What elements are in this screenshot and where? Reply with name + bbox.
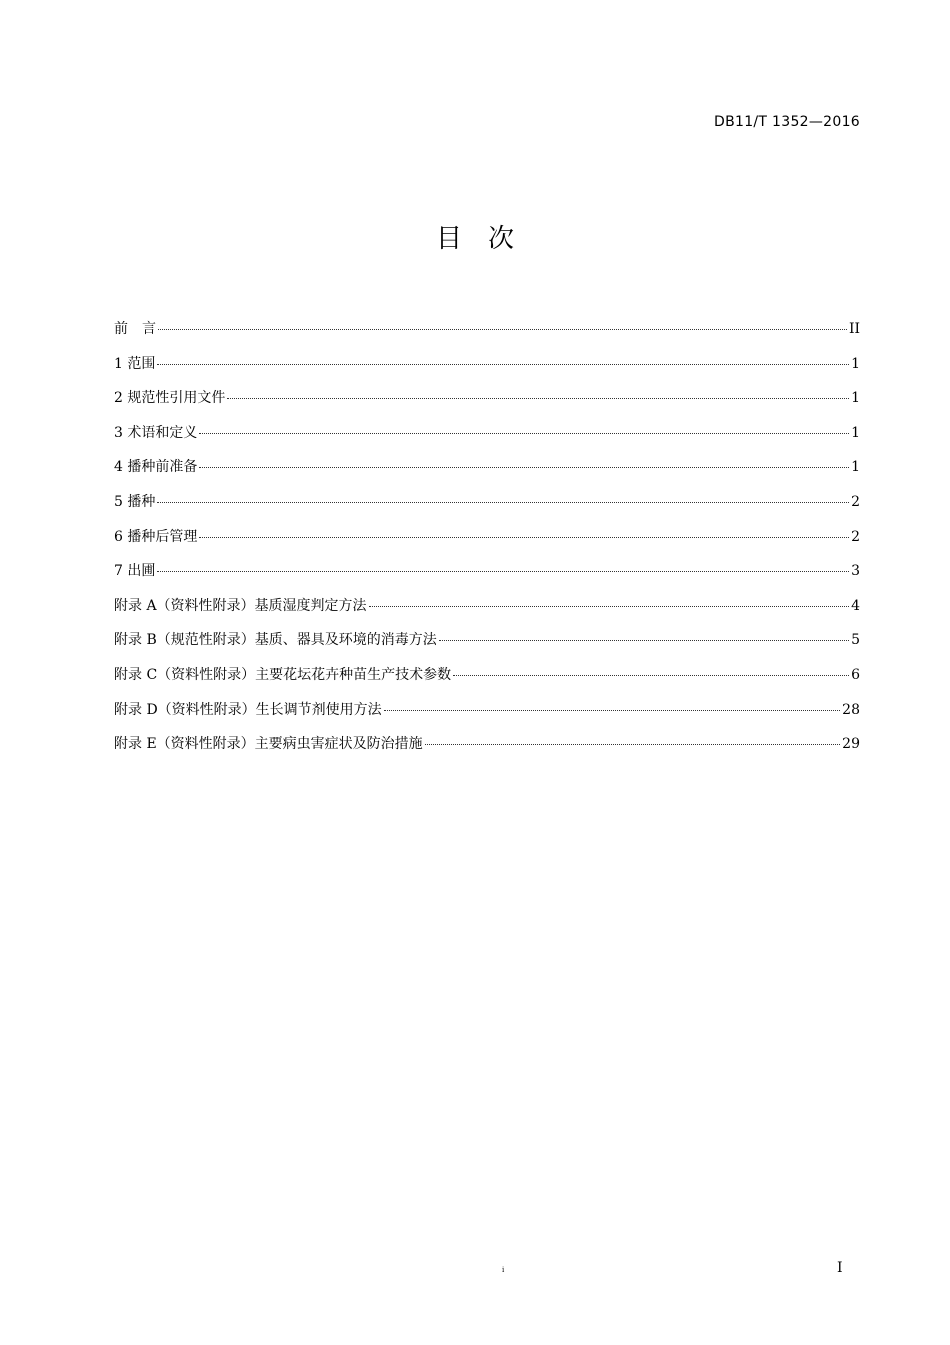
standard-code: DB11/T 1352—2016 <box>714 114 860 130</box>
toc-entry-label: 7 出圃 <box>114 563 156 580</box>
toc-leader-dots <box>227 398 849 399</box>
toc-leader-dots <box>158 329 847 330</box>
toc-entry-preparation[interactable] <box>114 456 860 491</box>
toc-entry-label: 6 播种后管理 <box>114 528 198 545</box>
toc-leader-dots <box>157 364 849 365</box>
toc-entry-label: 附录 A（资料性附录）基质湿度判定方法 <box>114 597 367 614</box>
toc-entry-label: 5 播种 <box>114 493 156 510</box>
toc-entry-label: 附录 C（资料性附录）主要花坛花卉种苗生产技术参数 <box>114 666 452 683</box>
toc-leader-dots <box>369 606 850 607</box>
toc-entry-page: 28 <box>842 701 860 718</box>
toc-entry-appendix-b[interactable] <box>114 629 860 664</box>
toc-entry-post-sowing[interactable] <box>114 526 860 561</box>
toc-leader-dots <box>439 640 849 641</box>
toc-entry-page: 2 <box>851 528 860 545</box>
toc-entry-appendix-c[interactable] <box>114 664 860 699</box>
toc-entry-label: 3 术语和定义 <box>114 424 198 441</box>
page-number: I <box>837 1260 843 1276</box>
toc-entry-page: 2 <box>851 493 860 510</box>
toc-leader-dots <box>157 502 849 503</box>
toc-entry-label: 附录 E（资料性附录）主要病虫害症状及防治措施 <box>114 736 423 753</box>
toc-entry-label: 附录 D（资料性附录）生长调节剂使用方法 <box>114 701 382 718</box>
toc-entry-label: 4 播种前准备 <box>114 459 198 476</box>
toc-entry-page: 1 <box>851 390 860 407</box>
toc-leader-dots <box>199 433 849 434</box>
toc-entry-label: 前 言 <box>114 321 156 337</box>
footer-mark: i <box>502 1266 505 1274</box>
toc-entry-sowing[interactable] <box>114 491 860 526</box>
toc-leader-dots <box>384 710 840 711</box>
toc-entry-appendix-e[interactable] <box>114 733 860 768</box>
toc-entry-label: 1 范围 <box>114 355 156 372</box>
toc-entry-label: 2 规范性引用文件 <box>114 390 226 407</box>
toc-entry-page: 1 <box>851 355 860 372</box>
toc-entry-scope[interactable] <box>114 353 860 388</box>
page-title: 目次 <box>435 224 540 254</box>
toc-entry-nursery-exit[interactable] <box>114 560 860 595</box>
toc-entry-appendix-d[interactable] <box>114 699 860 734</box>
toc-entry-label: 附录 B（规范性附录）基质、器具及环境的消毒方法 <box>114 632 437 649</box>
toc-entry-page: 3 <box>851 563 860 580</box>
toc-entry-normative-references[interactable] <box>114 387 860 422</box>
toc-leader-dots <box>425 744 841 745</box>
toc-entry-page: 4 <box>851 597 860 614</box>
toc-entry-terms[interactable] <box>114 422 860 457</box>
toc-leader-dots <box>199 537 849 538</box>
toc-entry-page: II <box>848 321 860 337</box>
toc-entry-page: 5 <box>851 632 860 649</box>
table-of-contents <box>114 318 860 768</box>
toc-entry-page: 1 <box>851 424 860 441</box>
toc-entry-appendix-a[interactable] <box>114 595 860 630</box>
toc-entry-page: 6 <box>851 666 860 683</box>
toc-entry-page: 29 <box>842 736 860 753</box>
toc-leader-dots <box>157 571 849 572</box>
toc-leader-dots <box>199 467 849 468</box>
toc-leader-dots <box>453 675 849 676</box>
toc-entry-foreword[interactable] <box>114 318 860 353</box>
toc-entry-page: 1 <box>851 459 860 476</box>
